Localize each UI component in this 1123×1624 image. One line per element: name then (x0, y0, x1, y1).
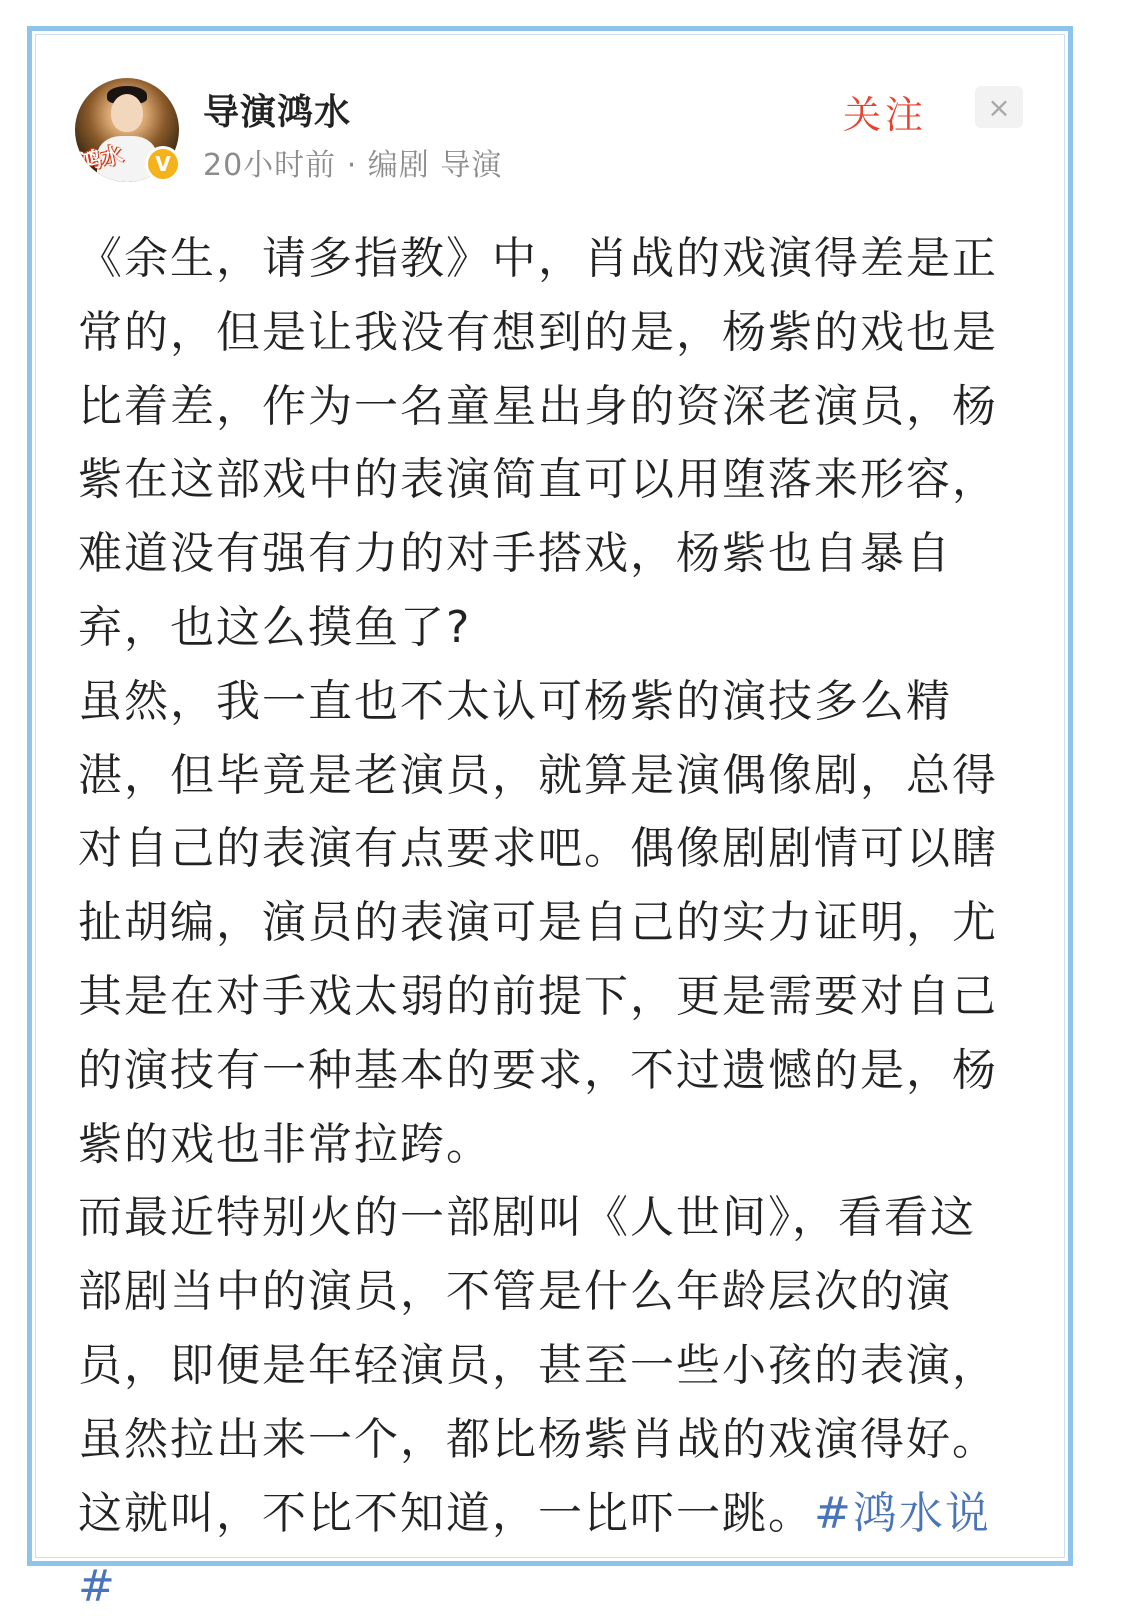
follow-button[interactable]: 关注 (843, 93, 928, 137)
post-header (75, 78, 1035, 188)
post-body (78, 222, 1008, 1624)
post-paragraph-4 (78, 1477, 1008, 1624)
post-paragraph-3: 而最近特别火的一部剧叫《人世间》，看看这部剧当中的演员，不管是什么年龄层次的演员，即便是年轻演员，甚至一些小孩的表演，虽然拉出来一个，都比杨紫肖战的戏演得好。 (78, 1192, 998, 1465)
post-paragraph-1: 《余生，请多指教》中，肖战的戏演得差是正常的，但是让我没有想到的是，杨紫的戏也是比着差，作为一名童星出身的资深老演员，杨紫在这部戏中的表演简直可以用堕落来形容，难道没有强有力的对手搭戏，杨紫也自暴自弃，也这么摸鱼了? (78, 233, 998, 653)
avatar-logo: 鸿水 (77, 141, 126, 177)
post-paragraph-2: 虽然，我一直也不太认可杨紫的演技多么精湛，但毕竟是老演员，就算是演偶像剧，总得对自己的表演有点要求吧。偶像剧剧情可以瞎扯胡编，演员的表演可是自己的实力证明，尤其是在对手戏太弱的前提下，更是需要对自己的演技有一种基本的要求，不过遗憾的是，杨紫的戏也非常拉跨。 (78, 675, 998, 1170)
verified-badge-icon: V (145, 146, 181, 182)
post-meta: 20小时前 · 编剧 导演 (203, 148, 503, 183)
author-name[interactable]: 导演鸿水 (203, 92, 352, 133)
avatar-face (111, 94, 143, 132)
close-icon: × (987, 90, 1011, 124)
close-button[interactable] (975, 86, 1023, 128)
post-last-line: 这就叫，不比不知道，一比吓一跳。 (78, 1487, 814, 1539)
hashtag-link[interactable]: #鸿水说# (78, 1487, 991, 1613)
